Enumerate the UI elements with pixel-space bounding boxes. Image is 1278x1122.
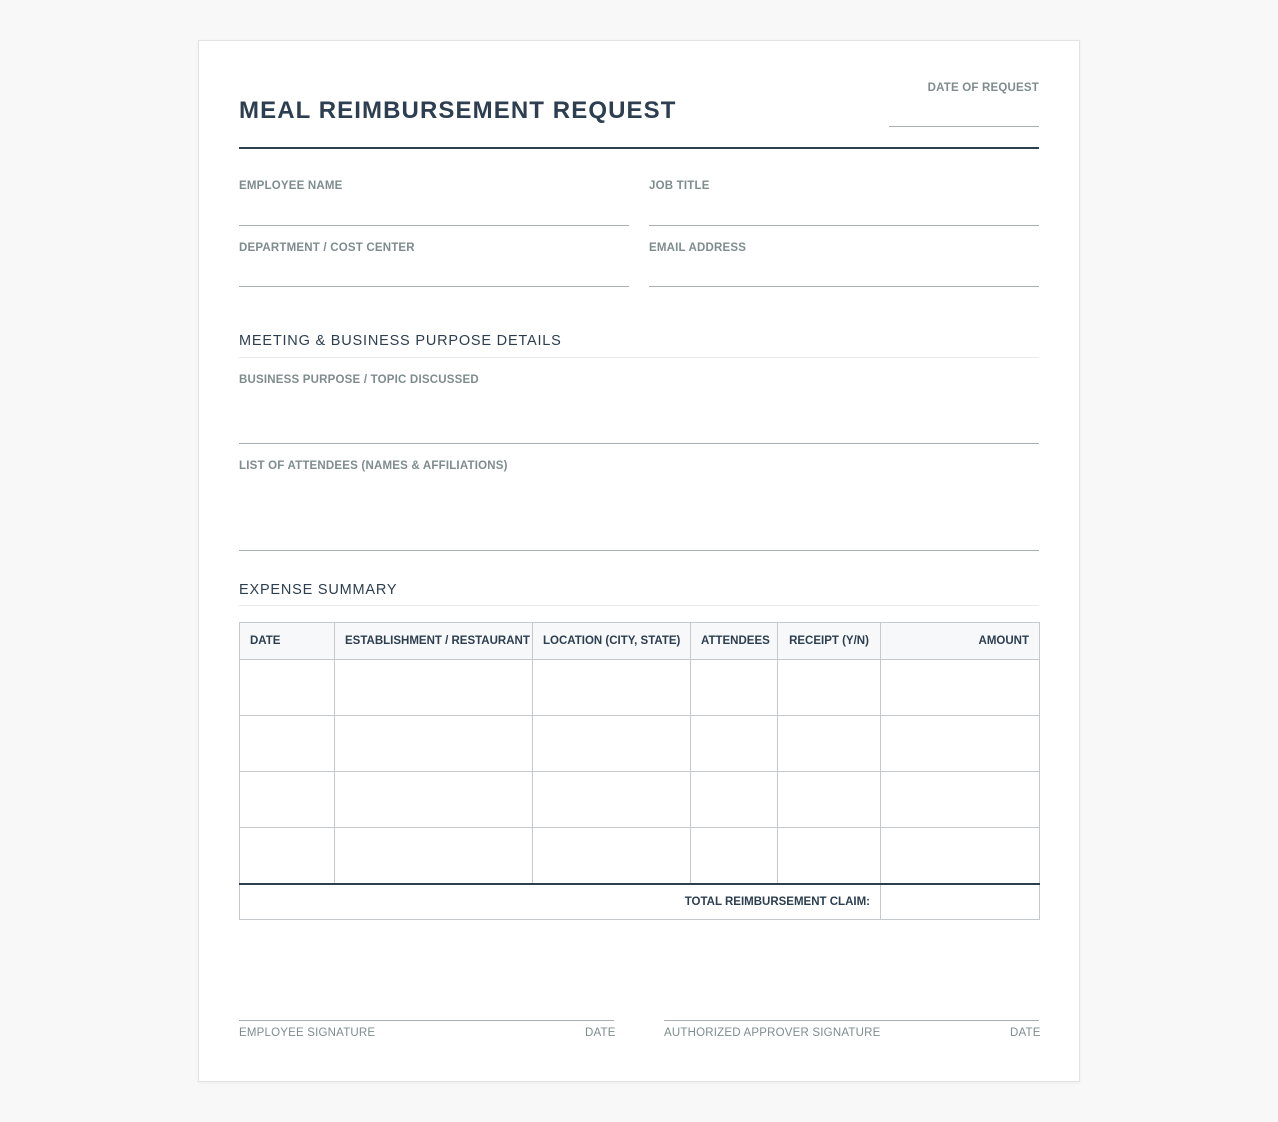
attendees-list-field[interactable]	[239, 550, 1039, 551]
table-row	[240, 716, 1040, 772]
cell-date[interactable]	[240, 772, 335, 828]
email-field[interactable]	[649, 286, 1039, 287]
department-field[interactable]	[239, 286, 629, 287]
cell-location[interactable]	[533, 660, 691, 716]
cell-attendees[interactable]	[691, 828, 778, 884]
business-purpose-label: BUSINESS PURPOSE / TOPIC DISCUSSED	[239, 374, 479, 386]
cell-establishment[interactable]	[335, 828, 533, 884]
table-row	[240, 828, 1040, 884]
expense-table-header	[240, 623, 1040, 660]
column-header-receipt: RECEIPT (Y/N)	[778, 623, 881, 660]
cell-receipt[interactable]	[778, 828, 881, 884]
attendees-list-label: LIST OF ATTENDEES (NAMES & AFFILIATIONS)	[239, 460, 508, 472]
cell-location[interactable]	[533, 772, 691, 828]
employee-signature-date-label: DATE	[585, 1027, 616, 1039]
job-title-label: JOB TITLE	[649, 180, 710, 192]
approver-signature-date-label: DATE	[1010, 1027, 1041, 1039]
cell-location[interactable]	[533, 716, 691, 772]
cell-location[interactable]	[533, 828, 691, 884]
column-header-attendees: ATTENDEES	[691, 623, 778, 660]
date-of-request-label: DATE OF REQUEST	[927, 82, 1039, 94]
column-header-amount: AMOUNT	[881, 623, 1040, 660]
approver-signature-line[interactable]	[664, 1020, 1039, 1021]
cell-attendees[interactable]	[691, 660, 778, 716]
cell-date[interactable]	[240, 660, 335, 716]
header-divider	[239, 147, 1039, 149]
cell-establishment[interactable]	[335, 772, 533, 828]
total-reimbursement-label: TOTAL REIMBURSEMENT CLAIM:	[240, 884, 881, 920]
approver-signature-label: AUTHORIZED APPROVER SIGNATURE	[664, 1027, 881, 1039]
employee-signature-label: EMPLOYEE SIGNATURE	[239, 1027, 376, 1039]
cell-establishment[interactable]	[335, 716, 533, 772]
meeting-section-title: MEETING & BUSINESS PURPOSE DETAILS	[239, 333, 562, 349]
email-label: EMAIL ADDRESS	[649, 242, 747, 254]
cell-amount[interactable]	[881, 828, 1040, 884]
cell-receipt[interactable]	[778, 772, 881, 828]
cell-amount[interactable]	[881, 772, 1040, 828]
meeting-section-divider	[239, 357, 1039, 358]
employee-name-field[interactable]	[239, 225, 629, 226]
column-header-date: DATE	[240, 623, 335, 660]
total-row	[240, 884, 1040, 920]
department-label: DEPARTMENT / COST CENTER	[239, 242, 415, 254]
expense-section-title: EXPENSE SUMMARY	[239, 582, 398, 598]
employee-signature-line[interactable]	[239, 1020, 614, 1021]
cell-attendees[interactable]	[691, 772, 778, 828]
table-row	[240, 660, 1040, 716]
cell-amount[interactable]	[881, 716, 1040, 772]
business-purpose-field[interactable]	[239, 443, 1039, 444]
total-reimbursement-field[interactable]	[881, 884, 1040, 920]
form-sheet	[198, 40, 1080, 1082]
cell-establishment[interactable]	[335, 660, 533, 716]
table-row	[240, 772, 1040, 828]
cell-amount[interactable]	[881, 660, 1040, 716]
form-title: MEAL REIMBURSEMENT REQUEST	[239, 97, 677, 124]
expense-table	[239, 622, 1040, 920]
cell-receipt[interactable]	[778, 716, 881, 772]
cell-receipt[interactable]	[778, 660, 881, 716]
expense-section-divider	[239, 605, 1039, 606]
date-of-request-field[interactable]	[889, 126, 1039, 127]
job-title-field[interactable]	[649, 225, 1039, 226]
cell-date[interactable]	[240, 716, 335, 772]
cell-date[interactable]	[240, 828, 335, 884]
column-header-location: LOCATION (CITY, STATE)	[533, 623, 691, 660]
column-header-establishment: ESTABLISHMENT / RESTAURANT	[335, 623, 533, 660]
cell-attendees[interactable]	[691, 716, 778, 772]
employee-name-label: EMPLOYEE NAME	[239, 180, 343, 192]
